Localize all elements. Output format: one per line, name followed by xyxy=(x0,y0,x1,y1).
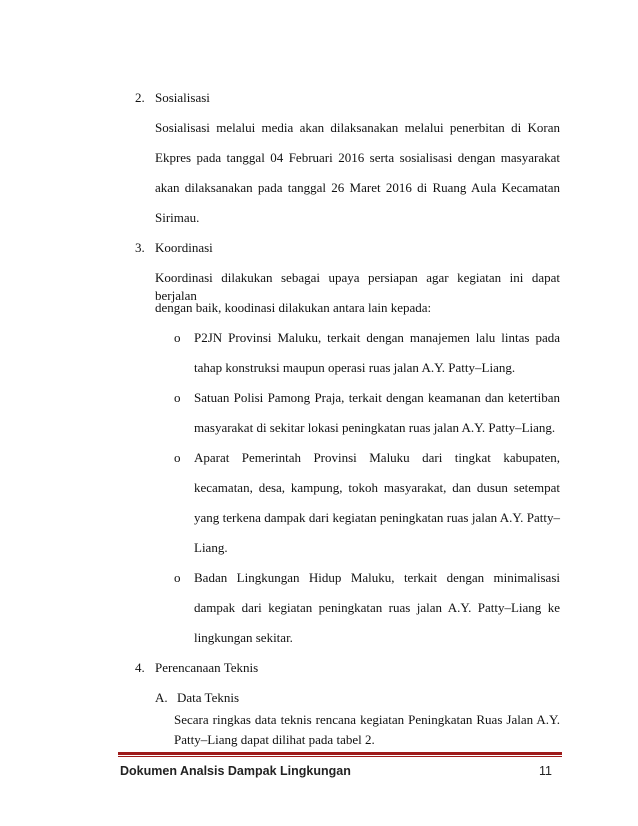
footer-document-title: Dokumen Analsis Dampak Lingkungan xyxy=(120,764,351,778)
section-3-number: 3. xyxy=(135,240,145,255)
section-3-line-2: dengan baik, koodinasi dilakukan antara lain kepada: xyxy=(155,300,432,315)
bullet-4-line-3: lingkungan sekitar. xyxy=(194,630,293,645)
section-2-line-3: akan dilaksanakan pada tanggal 26 Maret 2016 di Ruang Aula Kecamatan xyxy=(155,180,560,195)
bullet-1-line-1: P2JN Provinsi Maluku, terkait dengan manajemen lalu lintas pada xyxy=(194,330,560,345)
section-4-heading: Perencanaan Teknis xyxy=(155,660,259,675)
subsection-a-line-2: Patty–Liang dapat dilihat pada tabel 2. xyxy=(174,732,375,747)
bullet-marker: o xyxy=(174,330,181,345)
footer-page-number: 11 xyxy=(539,764,552,778)
bullet-3-line-2: kecamatan, desa, kampung, tokoh masyarakat, dan dusun setempat xyxy=(194,480,560,495)
bullet-1-line-2: tahap konstruksi maupun operasi ruas jalan A.Y. Patty–Liang. xyxy=(194,360,516,375)
subsection-a-heading: Data Teknis xyxy=(177,690,240,705)
section-2-line-1: Sosialisasi melalui media akan dilaksanakan melalui penerbitan di Koran xyxy=(155,120,560,135)
bullet-2-line-2: masyarakat di sekitar lokasi peningkatan ruas jalan A.Y. Patty–Liang. xyxy=(194,420,556,435)
bullet-3-line-4: Liang. xyxy=(194,540,228,555)
bullet-4-line-1: Badan Lingkungan Hidup Maluku, terkait dengan minimalisasi xyxy=(194,570,560,585)
section-4-number: 4. xyxy=(135,660,145,675)
section-2-line-2: Ekpres pada tanggal 04 Februari 2016 serta sosialisasi dengan masyarakat xyxy=(155,150,560,165)
footer-rule-thin xyxy=(118,756,562,757)
bullet-marker: o xyxy=(174,570,181,585)
subsection-a-marker: A. xyxy=(155,690,168,705)
bullet-2-line-1: Satuan Polisi Pamong Praja, terkait dengan keamanan dan ketertiban xyxy=(194,390,560,405)
footer-rule xyxy=(118,752,562,755)
section-2-number: 2. xyxy=(135,90,145,105)
subsection-a-line-1: Secara ringkas data teknis rencana kegiatan Peningkatan Ruas Jalan A.Y. xyxy=(174,712,560,727)
bullet-4-line-2: dampak dari kegiatan peningkatan ruas jalan A.Y. Patty–Liang ke xyxy=(194,600,560,615)
section-2-line-4: Sirimau. xyxy=(155,210,200,225)
section-3-heading: Koordinasi xyxy=(155,240,213,255)
section-3-line-1: Koordinasi dilakukan sebagai upaya persiapan agar kegiatan ini dapat berjalan xyxy=(155,270,560,303)
bullet-3-line-1: Aparat Pemerintah Provinsi Maluku dari tingkat kabupaten, xyxy=(194,450,560,465)
bullet-3-line-3: yang terkena dampak dari kegiatan peningkatan ruas jalan A.Y. Patty– xyxy=(194,510,560,525)
bullet-marker: o xyxy=(174,390,181,405)
section-2-heading: Sosialisasi xyxy=(155,90,210,105)
bullet-marker: o xyxy=(174,450,181,465)
